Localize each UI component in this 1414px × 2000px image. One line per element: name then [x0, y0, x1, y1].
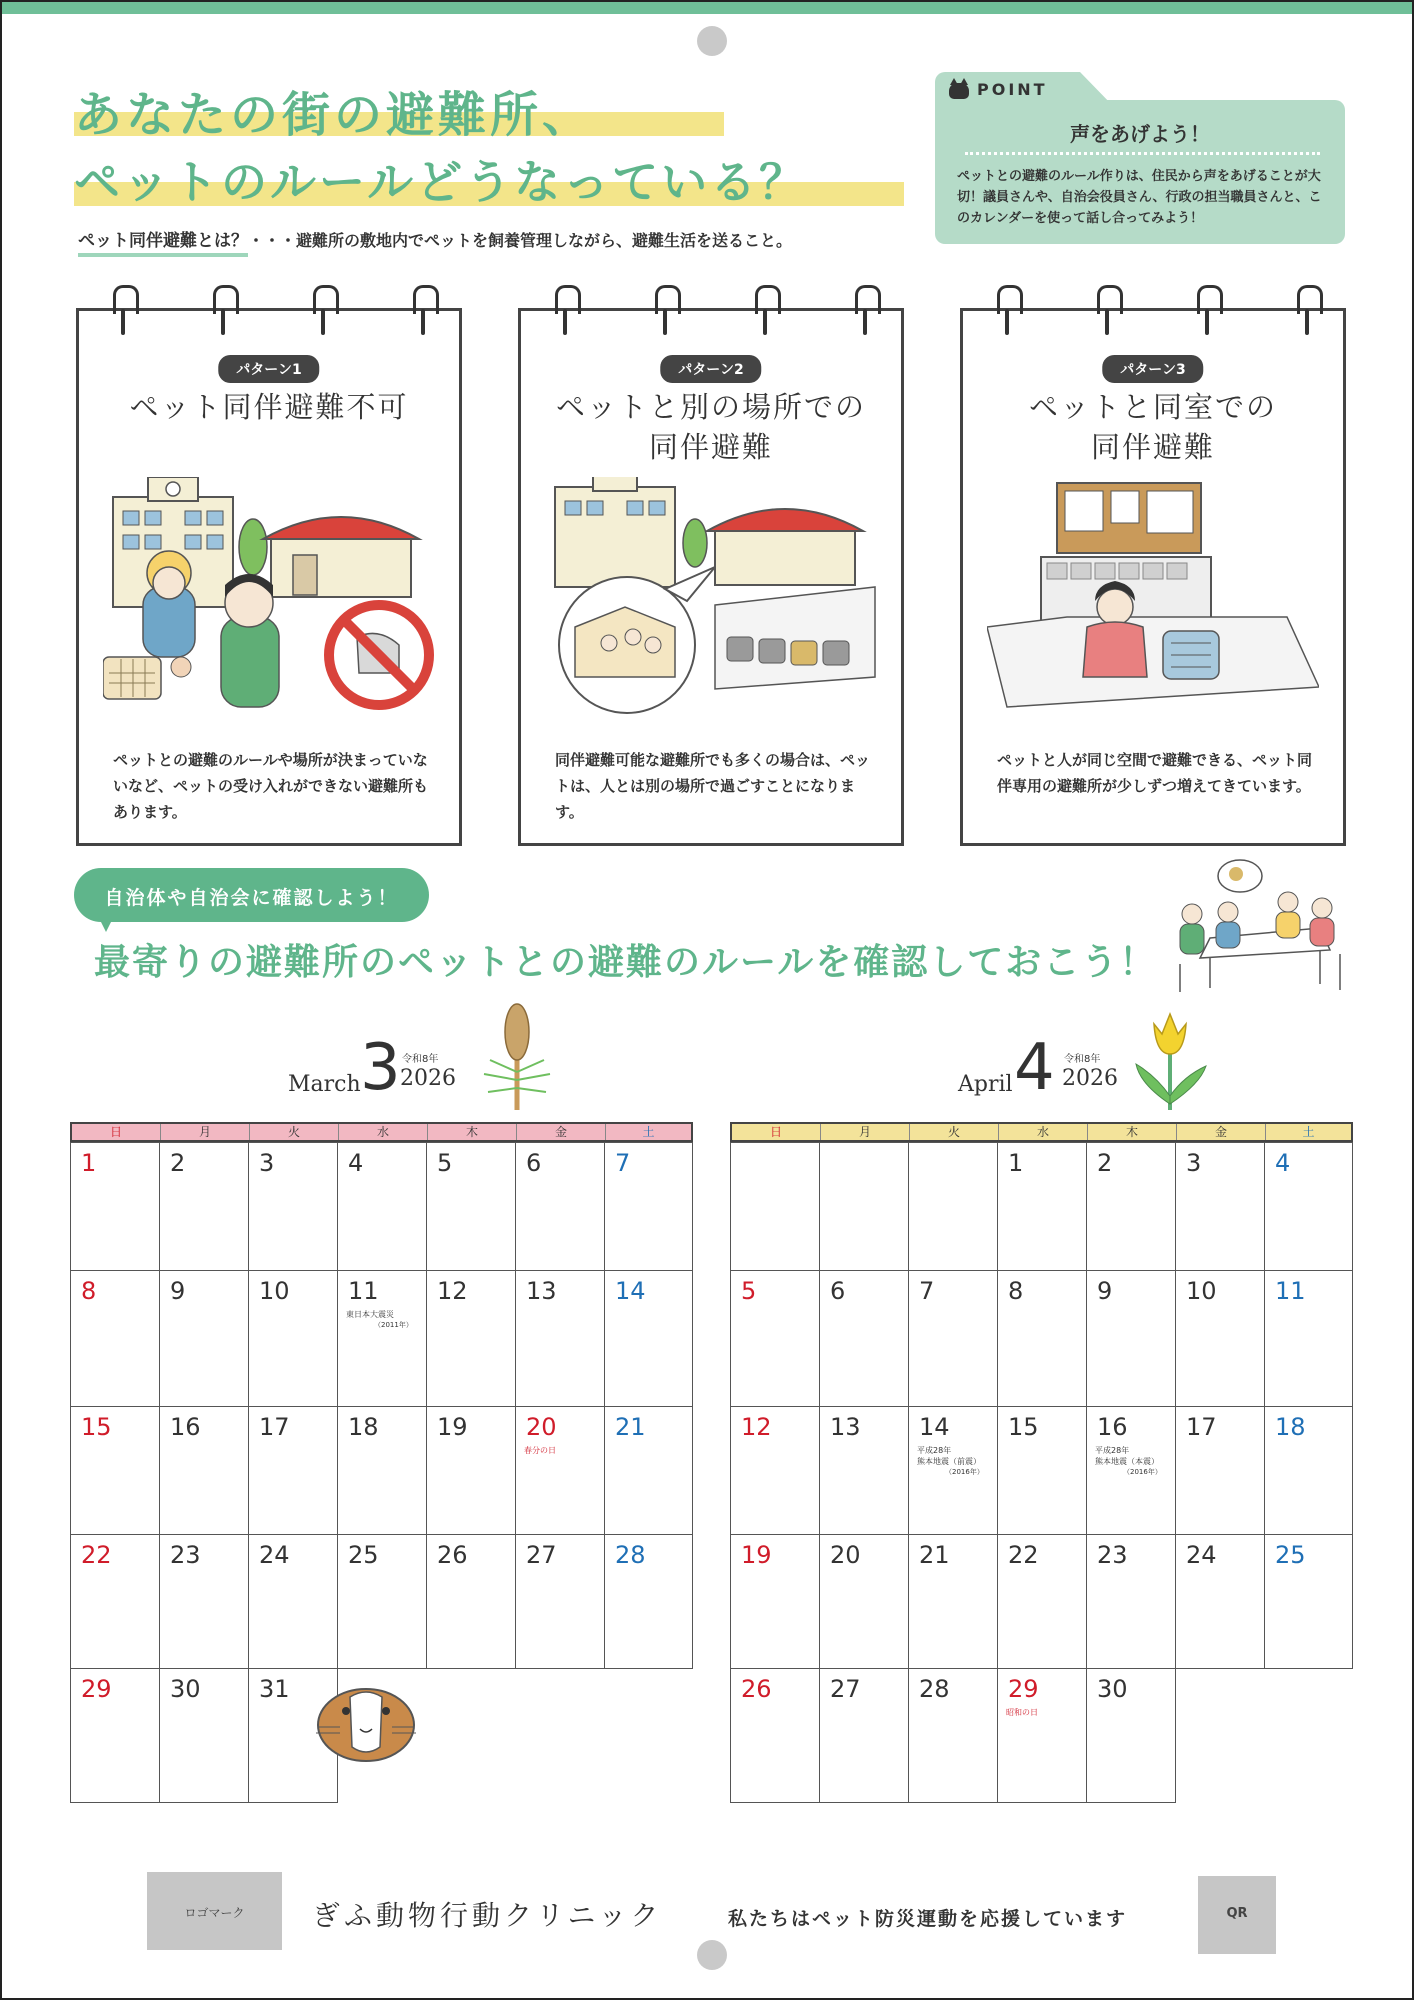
calendar-day-cell [70, 1668, 160, 1803]
pattern-title [963, 387, 1343, 467]
weekday-header [70, 1122, 693, 1142]
calendar-day-cell [70, 1270, 160, 1407]
calendar-day-cell [337, 1534, 427, 1669]
binder-ring [113, 285, 133, 337]
binder-ring [755, 285, 775, 337]
calendar-day-cell [159, 1142, 249, 1271]
day-number: 22 [1008, 1541, 1039, 1569]
calendar-day-cell [908, 1668, 998, 1803]
day-number: 10 [1186, 1277, 1217, 1305]
day-number: 2 [170, 1149, 186, 1177]
calendar-day-cell [248, 1406, 338, 1535]
point-divider [965, 152, 1320, 155]
binder-ring [213, 285, 233, 337]
weekday-label: 火 [250, 1124, 339, 1140]
day-number: 16 [170, 1413, 201, 1441]
pattern-card-2 [518, 308, 904, 846]
guinea-pig-icon [310, 1667, 420, 1767]
calendar-day-cell [1175, 1668, 1265, 1803]
day-number: 2 [1097, 1149, 1113, 1177]
clinic-name: ぎふ動物行動クリニック [312, 1899, 663, 1932]
calendar-day-cell [1264, 1668, 1353, 1803]
binder-ring [1297, 285, 1317, 337]
day-number: 6 [830, 1277, 846, 1305]
pattern-badge: パターン3 [1102, 355, 1203, 383]
day-number: 12 [741, 1413, 772, 1441]
calendar-day-cell [248, 1270, 338, 1407]
weekday-label: 月 [821, 1124, 910, 1140]
weekday-label: 木 [1088, 1124, 1177, 1140]
day-number: 18 [1275, 1413, 1306, 1441]
memorial-note: 平成28年 熊本地震（本震） （2016年） [1095, 1446, 1162, 1476]
logo-placeholder-label: ロゴマーク [184, 1906, 245, 1920]
day-number: 18 [348, 1413, 379, 1441]
bubble-tail [96, 912, 116, 932]
calendar-day-cell [337, 1406, 427, 1535]
calendar-day-cell [908, 1270, 998, 1407]
day-number: 17 [259, 1413, 290, 1441]
cat-icon [949, 83, 969, 99]
day-number: 31 [259, 1675, 290, 1703]
calendar-day-cell [1264, 1534, 1353, 1669]
banner-main-text: 最寄りの避難所のペットとの避難のルールを確認しておこう！ [94, 942, 1158, 983]
day-number: 11 [1275, 1277, 1306, 1305]
day-number: 1 [81, 1149, 97, 1177]
calendar-day-cell [819, 1534, 909, 1669]
calendar-day-cell [1086, 1668, 1176, 1803]
day-number: 12 [437, 1277, 468, 1305]
day-number: 27 [830, 1675, 861, 1703]
calendar-day-cell [426, 1270, 516, 1407]
binder-ring [413, 285, 433, 337]
point-label: POINT [977, 80, 1048, 99]
calendar-day-cell [1264, 1406, 1353, 1535]
pattern-title-line: 同伴避難 [648, 430, 773, 464]
day-number: 8 [1008, 1277, 1024, 1305]
era-label: 令和8年 [1064, 1054, 1101, 1065]
calendar-day-cell [70, 1534, 160, 1669]
headline-line-2-wrap [74, 146, 808, 216]
day-number: 24 [1186, 1541, 1217, 1569]
binder-ring [1197, 285, 1217, 337]
day-number: 29 [81, 1675, 112, 1703]
day-number: 28 [919, 1675, 950, 1703]
binder-ring [655, 285, 675, 337]
calendar-day-cell [730, 1534, 820, 1669]
calendar-day-cell [730, 1668, 820, 1803]
hanging-hole-bottom [697, 1940, 727, 1970]
headline [74, 76, 808, 216]
pattern-title-line: 同伴避難 [1090, 430, 1215, 464]
pattern-title-line: ペットと別の場所での [555, 390, 866, 424]
qr-placeholder [1198, 1876, 1276, 1954]
calendar-day-cell [70, 1406, 160, 1535]
calendar-day-cell [908, 1406, 998, 1535]
calendar-day-cell [908, 1534, 998, 1669]
calendar-day-cell [159, 1270, 249, 1407]
calendar-day-cell [337, 1142, 427, 1271]
calendar-day-cell [1175, 1142, 1265, 1271]
memorial-note: 東日本大震災 （2011年） [346, 1310, 413, 1329]
day-number: 22 [81, 1541, 112, 1569]
pattern-text: ペットと人が同じ空間で避難できる、ペット同伴専用の避難所が少しずつ増えてきています。 [997, 751, 1313, 795]
day-number: 30 [170, 1675, 201, 1703]
calendar-day-cell [426, 1406, 516, 1535]
calendar-day-cell [159, 1406, 249, 1535]
calendar-day-cell [1175, 1534, 1265, 1669]
calendar-day-cell [248, 1534, 338, 1669]
month-number: 4 [1014, 1031, 1055, 1105]
binder-ring [555, 285, 575, 337]
pattern-badge: パターン1 [218, 355, 319, 383]
memorial-note: 平成28年 熊本地震（前震） （2016年） [917, 1446, 984, 1476]
definition-term: ペット同伴避難とは？ [78, 231, 248, 257]
month-english: March [288, 1072, 361, 1097]
month-english: April [958, 1072, 1013, 1097]
calendar-day-cell [1175, 1270, 1265, 1407]
calendar-day-cell [70, 1142, 160, 1271]
pattern-text: ペットとの避難のルールや場所が決まっていないなど、ペットの受け入れができない避難所もあります。 [113, 751, 429, 821]
separate-pet-area-illustration [545, 477, 877, 717]
weekday-label: 水 [999, 1124, 1088, 1140]
calendar-day-cell [515, 1270, 605, 1407]
day-number: 27 [526, 1541, 557, 1569]
support-text: 私たちはペット防災運動を応援しています [728, 1908, 1128, 1930]
calendar-day-cell [1086, 1142, 1176, 1271]
bubble-text: 自治体や自治会に確認しよう！ [104, 887, 399, 909]
calendar-day-cell [1086, 1270, 1176, 1407]
calendar-day-cell [1086, 1406, 1176, 1535]
binder-ring [313, 285, 333, 337]
holiday-label: 春分の日 [524, 1446, 556, 1455]
day-number: 3 [1186, 1149, 1202, 1177]
pattern-card-3 [960, 308, 1346, 846]
day-number: 29 [1008, 1675, 1039, 1703]
day-number: 4 [348, 1149, 364, 1177]
calendar-day-cell [604, 1406, 693, 1535]
calendar-day-cell [997, 1270, 1087, 1407]
point-box [935, 72, 1345, 244]
day-number: 10 [259, 1277, 290, 1305]
year-label: 2026 [400, 1066, 456, 1091]
day-number: 20 [526, 1413, 557, 1441]
day-number: 21 [919, 1541, 950, 1569]
calendar-day-cell [819, 1668, 909, 1803]
tulip-icon [1130, 1004, 1210, 1112]
day-number: 28 [615, 1541, 646, 1569]
weekday-label: 木 [428, 1124, 517, 1140]
calendar-day-cell [1264, 1270, 1353, 1407]
binder-ring [1097, 285, 1117, 337]
day-number: 3 [259, 1149, 275, 1177]
weekday-label: 土 [642, 1125, 655, 1139]
calendar-day-cell [515, 1534, 605, 1669]
bubble [74, 868, 429, 922]
calendar-day-cell [515, 1406, 605, 1535]
weekday-label: 日 [72, 1124, 161, 1140]
day-number: 16 [1097, 1413, 1128, 1441]
day-number: 5 [741, 1277, 757, 1305]
day-number: 30 [1097, 1675, 1128, 1703]
family-meeting-illustration [1170, 854, 1350, 996]
calendar-day-cell [248, 1142, 338, 1271]
calendar-day-cell [426, 1142, 516, 1271]
headline-line-1-wrap [74, 76, 808, 146]
calendar-day-cell [730, 1142, 820, 1271]
weekday-label: 土 [1302, 1125, 1315, 1139]
day-number: 15 [1008, 1413, 1039, 1441]
day-number: 17 [1186, 1413, 1217, 1441]
day-number: 8 [81, 1277, 97, 1305]
day-number: 25 [1275, 1541, 1306, 1569]
day-number: 6 [526, 1149, 542, 1177]
point-text: ペットとの避難のルール作りは、住民から声をあげることが大切！議員さんや、自治会役員さん、行政の担当職員さんと、このカレンダーを使って話し合ってみよう！ [957, 169, 1322, 226]
weekday-label: 火 [910, 1124, 999, 1140]
day-number: 13 [526, 1277, 557, 1305]
calendar-day-cell [997, 1406, 1087, 1535]
calendar-day-cell [159, 1668, 249, 1803]
pattern-card-1 [76, 308, 462, 846]
calendar-day-cell [730, 1406, 820, 1535]
calendar-day-cell [337, 1270, 427, 1407]
day-number: 26 [437, 1541, 468, 1569]
calendar-day-cell [819, 1406, 909, 1535]
qr-placeholder-label: QR [1226, 1906, 1248, 1921]
same-room-illustration [987, 477, 1319, 717]
calendar-day-cell [730, 1270, 820, 1407]
calendar-day-cell [159, 1534, 249, 1669]
calendar-day-cell [426, 1534, 516, 1669]
weekday-header [730, 1122, 1353, 1142]
day-number: 15 [81, 1413, 112, 1441]
calendar-header [70, 1002, 690, 1112]
day-number: 19 [437, 1413, 468, 1441]
calendar-day-cell [819, 1142, 909, 1271]
calendar-day-cell [997, 1534, 1087, 1669]
calendar-day-cell [908, 1142, 998, 1271]
pattern-text: 同伴避難可能な避難所でも多くの場合は、ペットは、人とは別の場所で過ごすことになります。 [555, 751, 871, 821]
calendar-day-cell [1175, 1406, 1265, 1535]
pattern-title-line: ペット同伴避難不可 [129, 390, 409, 424]
day-number: 4 [1275, 1149, 1291, 1177]
calendar-day-cell [604, 1270, 693, 1407]
holiday-label: 昭和の日 [1006, 1708, 1038, 1717]
weekday-label: 月 [161, 1124, 250, 1140]
headline-line-2: ペットのルールどうなっている？ [74, 155, 809, 209]
pattern-title [521, 387, 901, 467]
definition [78, 226, 792, 251]
binder-ring [997, 285, 1017, 337]
calendar-day-cell [604, 1534, 693, 1669]
day-number: 5 [437, 1149, 453, 1177]
day-number: 19 [741, 1541, 772, 1569]
day-number: 21 [615, 1413, 646, 1441]
day-number: 23 [1097, 1541, 1128, 1569]
day-number: 20 [830, 1541, 861, 1569]
day-number: 13 [830, 1413, 861, 1441]
era-label: 令和8年 [402, 1054, 439, 1065]
calendar-day-cell [819, 1270, 909, 1407]
day-number: 1 [1008, 1149, 1024, 1177]
binder-ring [855, 285, 875, 337]
calendar-day-cell [515, 1142, 605, 1271]
day-number: 11 [348, 1277, 379, 1305]
calendar-day-cell [426, 1668, 516, 1803]
day-number: 14 [615, 1277, 646, 1305]
calendar-header [730, 1002, 1350, 1112]
calendar-day-cell [1086, 1534, 1176, 1669]
calendar-day-cell [604, 1668, 693, 1803]
weekday-label: 金 [1177, 1124, 1266, 1140]
day-number: 14 [919, 1413, 950, 1441]
calendar-day-cell [997, 1142, 1087, 1271]
weekday-label: 金 [517, 1124, 606, 1140]
top-stripe [2, 2, 1414, 14]
day-number: 7 [919, 1277, 935, 1305]
horsetail-plant-icon [474, 1002, 560, 1112]
day-number: 23 [170, 1541, 201, 1569]
pattern-title [79, 387, 459, 427]
hanging-hole-top [697, 26, 727, 56]
definition-text: ・・・避難所の敷地内でペットを飼養管理しながら、避難生活を送ること。 [248, 231, 793, 250]
calendar-day-cell [997, 1668, 1087, 1803]
weekday-label: 日 [732, 1124, 821, 1140]
day-number: 24 [259, 1541, 290, 1569]
day-number: 9 [1097, 1277, 1113, 1305]
pattern-badge: パターン2 [660, 355, 761, 383]
pattern-title-line: ペットと同室での [1028, 390, 1277, 424]
calendar-day-cell [515, 1668, 605, 1803]
point-title: 声をあげよう！ [1070, 122, 1210, 146]
month-number: 3 [360, 1031, 401, 1105]
day-number: 25 [348, 1541, 379, 1569]
calendar-day-cell [1264, 1142, 1353, 1271]
weekday-label: 水 [339, 1124, 428, 1140]
calendar-day-cell [604, 1142, 693, 1271]
day-number: 9 [170, 1277, 186, 1305]
day-number: 26 [741, 1675, 772, 1703]
headline-line-1: あなたの街の避難所、 [74, 87, 595, 143]
day-number: 7 [615, 1149, 631, 1177]
no-pets-shelter-illustration [103, 477, 435, 717]
year-label: 2026 [1062, 1066, 1118, 1091]
logo-placeholder [147, 1872, 282, 1950]
